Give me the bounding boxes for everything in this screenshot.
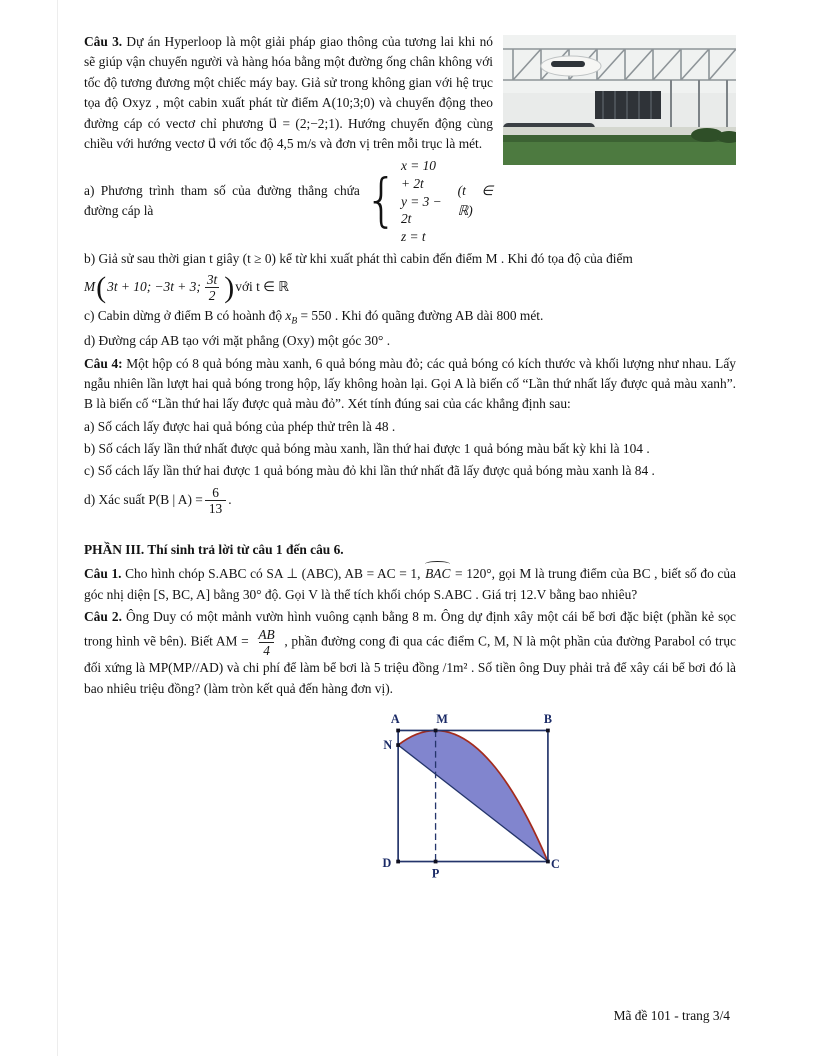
point-P — [434, 860, 438, 864]
figure-label-N: N — [383, 738, 393, 753]
point-N — [396, 743, 400, 747]
question-4-item-d: d) Xác suất P(B | A) = $\frac{6}{13}$ . — [84, 484, 232, 516]
question-1-block: Câu 1. Cho hình chóp S.ABC có SA ⊥ (ABC), AB = AC = 1, BAC = 120°, gọi M là trung điểm của BC , biết số đo của góc nhị diện [S, BC, A] bằng 30° độ. Gọi V là thể tích khối chóp S.ABC . Giá trị 12.V bằng bao nhiêu? — [84, 566, 736, 602]
question-4-intro — [84, 354, 736, 415]
x-subscript-B: B — [291, 316, 298, 327]
parametric-system — [365, 157, 448, 245]
question-4-item-c: c) Số cách lấy lần thứ hai được 1 quả bóng màu đỏ khi lần thứ nhất đã lấy được quả bóng màu xanh là 84 . — [84, 463, 655, 479]
question-3-label: Câu 3. — [84, 34, 123, 49]
close-paren-icon: ) — [224, 270, 235, 304]
question-1-label: Câu 1. — [84, 566, 122, 582]
brace-icon: { — [364, 168, 398, 235]
question-2-label: Câu 2. — [84, 608, 122, 624]
hyperloop-photo — [503, 35, 736, 165]
figure-label-P: P — [431, 866, 440, 881]
item-b-tail: với t ∈ ℝ — [235, 279, 289, 295]
page-margin-rule — [57, 0, 58, 1056]
figure-label-A: A — [390, 712, 400, 727]
photo-ground — [503, 127, 736, 165]
pool-figure — [356, 707, 576, 885]
question-3-intro — [84, 32, 736, 154]
system-domain: (t ∈ ℝ) — [457, 183, 493, 219]
system-line-2: y = 3 − 2t — [400, 193, 442, 227]
fraction-AB-4: $\frac{AB}{4}$ — [258, 627, 275, 659]
point-D — [396, 860, 400, 864]
pool-figure-wrapper — [356, 707, 576, 891]
figure-label-C: C — [551, 857, 560, 872]
point-B — [546, 729, 550, 733]
page-footer: Mã đề 101 - trang 3/4 — [613, 1008, 730, 1023]
point-M — [434, 729, 438, 733]
fraction-6-13: $\frac{6}{13}$ — [203, 485, 228, 516]
question-3-item-b-expression — [84, 272, 736, 303]
part-3-heading: PHẦN III. Thí sinh trả lời từ câu 1 đến câu 6. — [84, 541, 344, 557]
figure-label-B: B — [543, 712, 552, 727]
question-4-block — [84, 354, 736, 516]
question-3-text: Dự án Hyperloop là một giải pháp giao thông của tương lai khi nó sẽ giúp vận chuyển người và hàng hóa bằng một đường ống chân không với tốc độ tương đương một chiếc máy bay. Giả sử trong không gian với hệ trục tọa độ Oxyz , một cabin xuất phát từ điểm A(10;3;0) và chuyển động theo đường cáp có vectơ chỉ phương u⃗ = (2;−2;1). Hướng chuyển động cùng chiều với hướng vectơ u⃗ với tốc độ 4,5 m/s và đơn vị trên mỗi trục là mét. — [84, 34, 493, 151]
question-4-label: Câu 4: — [84, 355, 123, 371]
open-paren-icon: ( — [96, 270, 107, 304]
photo-pod — [541, 56, 601, 76]
figure-label-D: D — [382, 856, 392, 871]
figure-label-M: M — [436, 712, 448, 727]
system-line-1: x = 10 + 2t — [400, 158, 437, 191]
angle-BAC-with-hat: BAC — [424, 564, 451, 584]
question-3-item-c: c) Cabin dừng ở điểm B có hoành độ $x_B = 550$ . Khi đó quãng đường AB dài 800 mét. — [84, 308, 544, 327]
page-content — [84, 30, 736, 891]
system-line-3: z = t — [400, 229, 426, 244]
question-3-item-d: d) Đường cáp AB tạo với mặt phẳng (Oxy) một góc 30° . — [84, 333, 391, 349]
point-A — [396, 729, 400, 733]
question-3-item-a — [84, 157, 493, 245]
point-M-symbol: M — [84, 279, 96, 295]
question-4-item-a: a) Số cách lấy được hai quả bóng của phép thử trên là 48 . — [84, 418, 396, 434]
coordinates-text: 3t + 10; −3t + 3; — [107, 279, 201, 295]
question-4-text: Một hộp có 8 quả bóng màu xanh, 6 quả bóng màu đỏ; các quả bóng có kích thước và khối lượng như nhau. Lấy ngẫu nhiên lần lượt hai quả bóng trong hộp, lấy không hoàn lại. Gọi A là biến cố “Lần thứ nhất lấy được quả màu xanh”. B là biến cố “Lần thứ hai lấy được quả màu đỏ”. Xét tính đúng sai của các khẳng định sau: — [84, 355, 736, 412]
item-a-text: a) Phương trình tham số của đường thẳng chứa đường cáp là — [84, 183, 360, 219]
shaded-pool-region — [398, 731, 548, 862]
question-2-block: Câu 2. Ông Duy có một mảnh vườn hình vuông cạnh bằng 8 m. Ông dự định xây một cái bể bơi đặc biệt (phần kẻ sọc trong hình vẽ bên). Biết AM = $\frac{AB}{4}$ , phần đường cong đi qua các điểm C, M, N là một phần của đường Parabol có trục đối xứng là MP(MP//AD) và chi phí để làm bể bơi là 5 triệu đồng /1m² . Số tiền ông Duy phải trả để xây cái bể bơi đó là bao nhiêu triệu đồng? (làm tròn kết quả đến hàng đơn vị). — [84, 608, 736, 696]
question-4-item-b: b) Số cách lấy lần thứ nhất được quả bóng màu xanh, lần thứ hai được 1 quả bóng màu bất kỳ khi là 104 . — [84, 441, 650, 457]
question-3-block — [84, 32, 736, 352]
x-variable: x — [285, 308, 292, 324]
question-3-item-b: b) Giả sử sau thời gian t giây (t ≥ 0) kể từ khi xuất phát thì cabin đến điểm M . Khi đó tọa độ của điểm — [84, 250, 633, 266]
fraction-3t-2: $\frac{3t}{2}$ — [201, 272, 223, 303]
point-C — [546, 860, 550, 864]
